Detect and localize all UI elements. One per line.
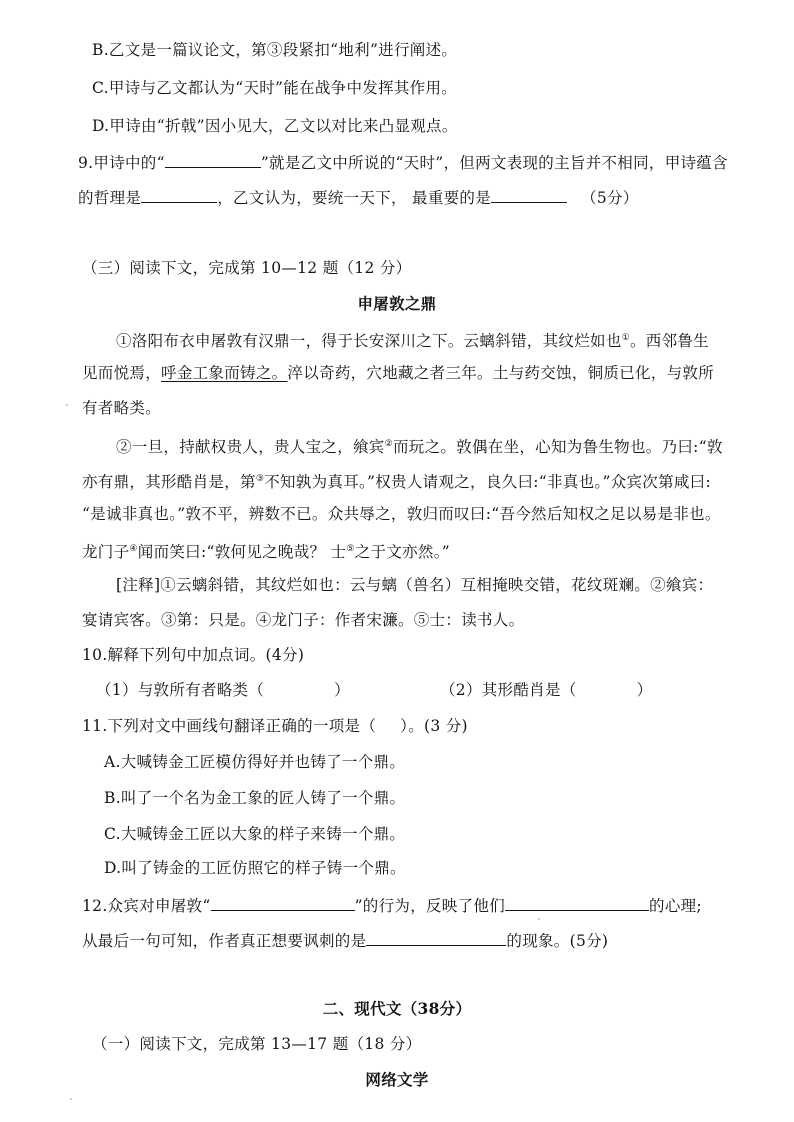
p2-l1-text-a: ②一旦，持献权贵人，贵人宝之，飨宾 (116, 438, 385, 457)
p2-l2-text-b: 不知孰为真耳。”权贵人请观之，良久曰:“非真也。”众宾次第咸曰: (264, 473, 712, 492)
q12-text-b: ”的行为，反映了他们 (354, 897, 506, 915)
q10-item-2-text: （2）其形酷肖是（ (440, 681, 577, 699)
q11-option-c: C.大喊铸金工匠以大象的样子来铸一个鼎。 (104, 825, 406, 843)
q11-text-a: 11.下列对文中画线句翻译正确的一项是（ (82, 717, 377, 735)
q12-text-a: 12.众宾对申屠敦“ (82, 897, 211, 915)
footnote-marker-3: ③ (255, 474, 265, 484)
p1-l2-text-a: 见而悦焉， (82, 364, 162, 382)
q10-item-2-close: ） (636, 681, 653, 699)
part-2-heading: 二、现代文（38分） (322, 999, 472, 1018)
p1-text-end: 。西邻鲁生 (629, 332, 709, 351)
q10-item-1-close: ） (334, 681, 350, 699)
q11-option-b: B.叫了一个名为金工象的匠人铸了一个鼎。 (104, 789, 406, 807)
q10-item-1 (96, 680, 350, 700)
q8-option-c: C.甲诗与乙文都认为“天时”能在战争中发挥其作用。 (92, 79, 458, 97)
passage-p1-line-3: 有者略类。 (82, 399, 162, 417)
p1-l2-text-b: 淬以奇药，穴地藏之者三年。土与药交蚀，铜质已化，与敦所 (287, 364, 715, 382)
p2-l4-text-c: 之于文亦然。” (354, 543, 451, 562)
q9-text-d: ，乙文认为，要统一天下， 最重要的是 (217, 189, 492, 207)
q9-score: （5分） (581, 189, 639, 207)
passage-p2-line-1 (116, 434, 723, 457)
q11-text-b: ）。(3 分) (400, 717, 468, 735)
part-2-sub-heading: （一）阅读下文，完成第 13—17 题（18 分） (92, 1035, 422, 1053)
underlined-sentence: 呼金工象而铸之。 (161, 364, 288, 382)
q10-item-1-text: （1）与敦所有者略类（ (96, 681, 265, 699)
q8-option-d: D.甲诗由“折戟”因小见大，乙文以对比来凸显观点。 (92, 117, 458, 135)
q9-line-1 (78, 151, 728, 173)
q10-prompt: 10.解释下列句中加点词。(4分) (82, 646, 305, 664)
footnote-marker-4: ④ (129, 544, 138, 554)
q11-prompt (82, 716, 468, 736)
passage-p2-line-3: “是诚非真也。”敦不平，辨数不已。众共辱之，敦归而叹曰:“吾今然后知权之足以易是非也。 (82, 505, 721, 523)
p1-text: ①洛阳布衣申屠敦有汉鼎一，得于长安深川之下。云螭斜错，其纹烂如也 (116, 332, 622, 351)
p2-l4-text-b: 闻而笑曰:“敦何见之晚哉？ 士 (137, 543, 347, 562)
article-title: 网络文学 (365, 1070, 429, 1089)
scan-speck (538, 918, 540, 920)
q9-blank-1[interactable] (165, 151, 261, 168)
q9-text-a: 9.甲诗中的“ (78, 154, 165, 172)
q12-blank-3[interactable] (366, 929, 506, 946)
annotation-line-2: 宴请宾客。③第：只是。④龙门子：作者宋濂。⑤士：读书人。 (82, 611, 525, 629)
q9-text-b: ”就是乙文中所说的“天时”，但两文表现的主旨并不相同，甲诗蕴含 (260, 154, 728, 172)
q12-line-2 (82, 929, 608, 951)
section-3-heading: （三）阅读下文，完成第 10—12 题（12 分） (82, 259, 412, 277)
q8-option-b: B.乙文是一篇议论文，第③段紧扣“地利”进行阐述。 (92, 41, 458, 59)
q12-line-1 (82, 894, 702, 916)
q12-text-d: 从最后一句可知，作者真正想要讽刺的是 (82, 932, 367, 950)
q9-text-c: 的哲理是 (78, 189, 142, 207)
q12-blank-2[interactable] (505, 894, 649, 911)
footnote-marker-2: ② (384, 439, 393, 449)
q10-item-2 (440, 680, 652, 700)
q11-option-d: D.叫了铸金的工匠仿照它的样子铸一个鼎。 (104, 859, 406, 877)
q12-blank-1[interactable] (211, 894, 355, 911)
scan-speck (66, 404, 68, 406)
scan-speck (70, 1098, 72, 1100)
passage-p1-line-2 (82, 363, 714, 383)
passage-p1-line-1 (116, 328, 709, 351)
p2-l1-text-b: 而玩之。敦偶在坐，心知为鲁生物也。乃曰:“敦 (392, 438, 723, 457)
q12-text-e: 的现象。(5分) (506, 932, 609, 950)
footnote-marker-5: ⑤ (346, 544, 355, 554)
p2-l2-text-a: 亦有鼎，其形酷肖是，第 (82, 473, 256, 492)
q9-line-2 (78, 186, 639, 208)
p2-l4-text-a: 龙门子 (82, 543, 130, 562)
q9-blank-2[interactable] (141, 186, 217, 203)
passage-p2-line-2 (82, 469, 711, 492)
footnote-marker-1: ① (621, 333, 630, 343)
q12-text-c: 的心理; (649, 897, 702, 915)
passage-p2-line-4 (82, 539, 450, 562)
annotation-line-1: [注释]①云螭斜错，其纹烂如也：云与螭（兽名）互相掩映交错，花纹斑斓。②飨宾： (116, 576, 714, 594)
passage-title: 申屠敦之鼎 (357, 294, 437, 313)
q9-blank-3[interactable] (491, 186, 567, 203)
q11-option-a: A.大喊铸金工匠模仿得好并也铸了一个鼎。 (104, 753, 406, 771)
